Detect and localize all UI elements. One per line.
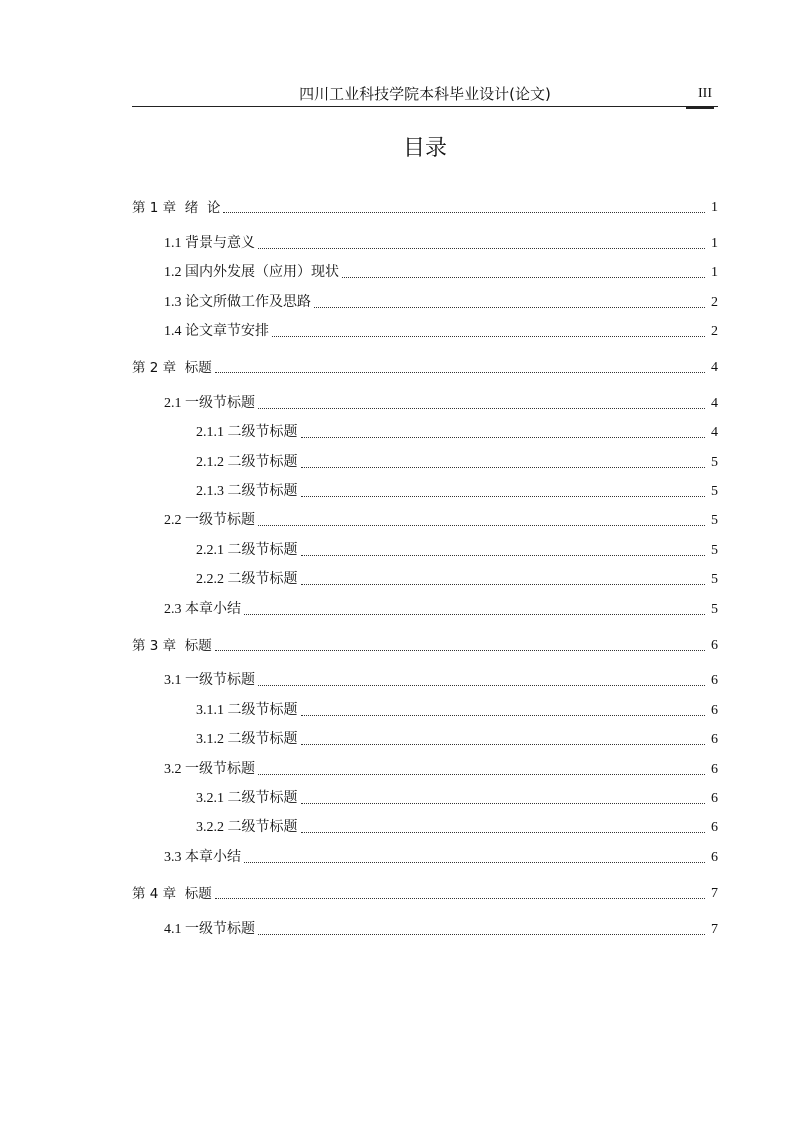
toc-page-number: 6	[711, 703, 718, 718]
toc-entry-label: 2.1 一级节标题	[164, 396, 255, 411]
toc-dot-leader	[258, 408, 705, 409]
toc-entry-label: 2.2.2 二级节标题	[196, 572, 298, 587]
toc-page-number: 1	[711, 265, 718, 280]
toc-page-number: 4	[711, 425, 718, 440]
toc-dot-leader	[258, 774, 705, 775]
toc-page-number: 5	[711, 572, 718, 587]
toc-section-row[interactable]	[164, 919, 718, 939]
toc-page-number: 6	[711, 732, 718, 747]
toc-dot-leader	[258, 525, 705, 526]
toc-page-number: 2	[711, 324, 718, 339]
toc-dot-leader	[258, 685, 705, 686]
toc-chapter-row[interactable]	[132, 883, 718, 903]
header-page-underline	[686, 106, 714, 109]
toc-entry-label: 3.1 一级节标题	[164, 673, 255, 688]
toc-page-number: 5	[711, 513, 718, 528]
header-page-number: III	[698, 86, 712, 101]
header-title: 四川工业科技学院本科毕业设计(论文)	[299, 85, 551, 103]
toc-entry-label: 3.2.1 二级节标题	[196, 791, 298, 806]
toc-section-row[interactable]	[164, 759, 718, 779]
toc-section-row[interactable]	[164, 321, 718, 341]
toc-chapter-row[interactable]	[132, 197, 718, 217]
toc-section-row[interactable]	[164, 670, 718, 690]
page-header	[132, 84, 718, 107]
toc-dot-leader	[301, 437, 706, 438]
toc-chapter-row[interactable]	[132, 635, 718, 655]
toc-page-number: 1	[711, 200, 718, 215]
toc-page-number: 5	[711, 602, 718, 617]
toc-dot-leader	[223, 212, 705, 213]
toc-entry-label: 3.3 本章小结	[164, 850, 241, 865]
toc-subsection-row[interactable]	[196, 481, 718, 501]
toc-entry-label: 1.1 背景与意义	[164, 236, 255, 251]
toc-dot-leader	[272, 336, 705, 337]
toc-page-number: 6	[711, 850, 718, 865]
toc-subsection-row[interactable]	[196, 700, 718, 720]
toc-entry-label: 第 4 章 标题	[132, 886, 212, 902]
toc-chapter-row[interactable]	[132, 357, 718, 377]
toc-page-number: 6	[711, 791, 718, 806]
toc-dot-leader	[301, 496, 706, 497]
toc-section-row[interactable]	[164, 233, 718, 253]
toc-entry-label: 3.2.2 二级节标题	[196, 820, 298, 835]
toc-page-number: 6	[711, 762, 718, 777]
toc-entry-label: 3.2 一级节标题	[164, 762, 255, 777]
toc-page-number: 1	[711, 236, 718, 251]
toc-page-number: 4	[711, 360, 718, 375]
toc-dot-leader	[301, 744, 706, 745]
toc-entry-label: 1.2 国内外发展（应用）现状	[164, 265, 339, 280]
toc-entry-label: 1.4 论文章节安排	[164, 324, 269, 339]
toc-page-number: 7	[711, 886, 718, 901]
toc-dot-leader	[244, 862, 705, 863]
toc-subsection-row[interactable]	[196, 569, 718, 589]
toc-entry-label: 第 2 章 标题	[132, 360, 212, 376]
toc-entry-label: 第 3 章 标题	[132, 638, 212, 654]
toc-dot-leader	[301, 584, 706, 585]
toc-page-number: 4	[711, 396, 718, 411]
toc-title: 目录	[402, 136, 447, 161]
toc-dot-leader	[342, 277, 705, 278]
toc-entry-label: 3.1.1 二级节标题	[196, 703, 298, 718]
toc-subsection-row[interactable]	[196, 540, 718, 560]
toc-entry-label: 3.1.2 二级节标题	[196, 732, 298, 747]
toc-page-number: 6	[711, 673, 718, 688]
toc-page-number: 6	[711, 820, 718, 835]
toc-page-number: 6	[711, 638, 718, 653]
toc-dot-leader	[215, 650, 705, 651]
toc-subsection-row[interactable]	[196, 452, 718, 472]
toc-page-number: 5	[711, 455, 718, 470]
toc-dot-leader	[301, 803, 706, 804]
toc-entry-label: 4.1 一级节标题	[164, 922, 255, 937]
toc-section-row[interactable]	[164, 292, 718, 312]
toc-section-row[interactable]	[164, 393, 718, 413]
toc-dot-leader	[258, 934, 705, 935]
toc-dot-leader	[301, 555, 706, 556]
toc-dot-leader	[215, 372, 705, 373]
toc-entry-label: 2.1.2 二级节标题	[196, 455, 298, 470]
toc-entry-label: 2.3 本章小结	[164, 602, 241, 617]
toc-subsection-row[interactable]	[196, 788, 718, 808]
toc-subsection-row[interactable]	[196, 729, 718, 749]
toc-page-number: 7	[711, 922, 718, 937]
toc-section-row[interactable]	[164, 599, 718, 619]
toc-entry-label: 第 1 章 绪 论	[132, 200, 221, 216]
toc-page-number: 5	[711, 484, 718, 499]
toc-page-number: 5	[711, 543, 718, 558]
toc-subsection-row[interactable]	[196, 817, 718, 837]
toc-dot-leader	[244, 614, 705, 615]
toc-dot-leader	[215, 898, 705, 899]
toc-entry-label: 2.1.1 二级节标题	[196, 425, 298, 440]
toc-entry-label: 2.1.3 二级节标题	[196, 484, 298, 499]
toc-dot-leader	[301, 467, 706, 468]
toc-entry-label: 1.3 论文所做工作及思路	[164, 295, 311, 310]
toc-dot-leader	[301, 715, 706, 716]
toc-dot-leader	[314, 307, 705, 308]
toc-entry-label: 2.2.1 二级节标题	[196, 543, 298, 558]
toc-section-row[interactable]	[164, 847, 718, 867]
toc-entry-label: 2.2 一级节标题	[164, 513, 255, 528]
toc-subsection-row[interactable]	[196, 422, 718, 442]
toc-dot-leader	[258, 248, 705, 249]
toc-page-number: 2	[711, 295, 718, 310]
toc-dot-leader	[301, 832, 706, 833]
toc-section-row[interactable]	[164, 262, 718, 282]
toc-section-row[interactable]	[164, 510, 718, 530]
